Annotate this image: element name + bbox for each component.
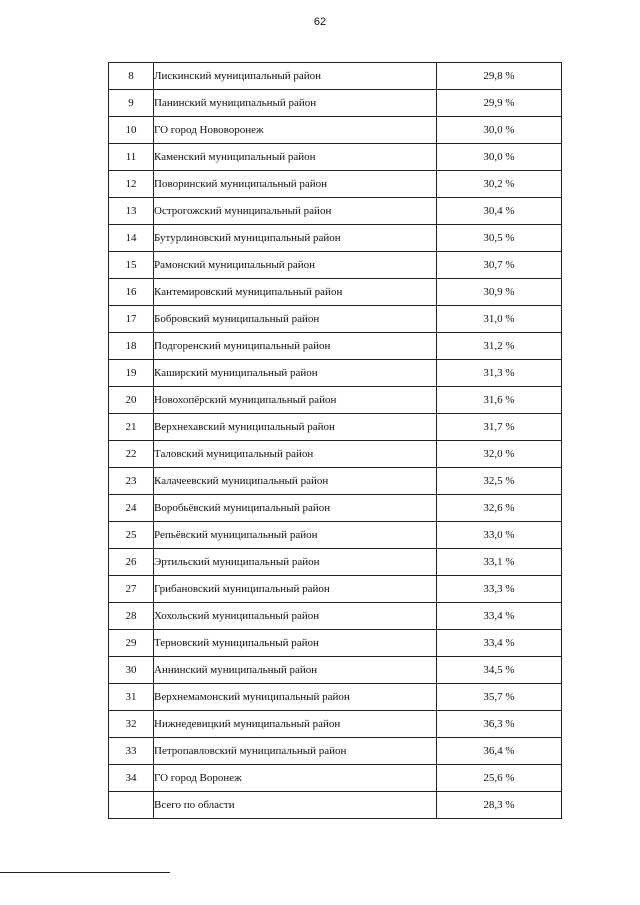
footnote-separator	[0, 872, 170, 873]
table-row	[109, 522, 562, 549]
table-row	[109, 468, 562, 495]
percent-value-cell: 33,3 %	[437, 576, 562, 603]
table-row	[109, 144, 562, 171]
row-number-cell: 28	[109, 603, 154, 630]
percent-value-cell: 33,0 %	[437, 522, 562, 549]
region-name-cell: Калачеевский муниципальный район	[154, 468, 437, 495]
region-name-cell: Подгоренский муниципальный район	[154, 333, 437, 360]
region-name-cell: Каширский муниципальный район	[154, 360, 437, 387]
percent-value-cell: 32,6 %	[437, 495, 562, 522]
table-row	[109, 63, 562, 90]
percent-value-cell: 32,5 %	[437, 468, 562, 495]
table-row	[109, 171, 562, 198]
region-name-cell: Новохопёрский муниципальный район	[154, 387, 437, 414]
percent-value-cell: 31,7 %	[437, 414, 562, 441]
table-row	[109, 198, 562, 225]
row-number-cell: 15	[109, 252, 154, 279]
region-name-cell: Бутурлиновский муниципальный район	[154, 225, 437, 252]
row-number-cell: 13	[109, 198, 154, 225]
total-row	[109, 792, 562, 819]
region-name-cell: Таловский муниципальный район	[154, 441, 437, 468]
table-row	[109, 684, 562, 711]
row-number-cell: 25	[109, 522, 154, 549]
row-number-cell: 21	[109, 414, 154, 441]
percent-value-cell: 30,2 %	[437, 171, 562, 198]
table-row	[109, 630, 562, 657]
percent-value-cell: 28,3 %	[437, 792, 562, 819]
row-number-cell: 11	[109, 144, 154, 171]
row-number-cell: 23	[109, 468, 154, 495]
percent-value-cell: 30,7 %	[437, 252, 562, 279]
region-name-cell: Нижнедевицкий муниципальный район	[154, 711, 437, 738]
percent-value-cell: 31,0 %	[437, 306, 562, 333]
table-row	[109, 333, 562, 360]
percent-value-cell: 31,6 %	[437, 387, 562, 414]
row-number-cell: 17	[109, 306, 154, 333]
row-number-cell: 16	[109, 279, 154, 306]
row-number-cell	[109, 792, 154, 819]
percent-value-cell: 29,8 %	[437, 63, 562, 90]
table-row	[109, 441, 562, 468]
row-number-cell: 31	[109, 684, 154, 711]
row-number-cell: 32	[109, 711, 154, 738]
percent-value-cell: 31,3 %	[437, 360, 562, 387]
row-number-cell: 26	[109, 549, 154, 576]
percent-value-cell: 35,7 %	[437, 684, 562, 711]
row-number-cell: 9	[109, 90, 154, 117]
regions-table	[108, 62, 562, 819]
page-number: 62	[313, 16, 327, 28]
region-name-cell: Каменский муниципальный район	[154, 144, 437, 171]
row-number-cell: 27	[109, 576, 154, 603]
table-row	[109, 306, 562, 333]
percent-value-cell: 31,2 %	[437, 333, 562, 360]
percent-value-cell: 30,9 %	[437, 279, 562, 306]
row-number-cell: 29	[109, 630, 154, 657]
percent-value-cell: 25,6 %	[437, 765, 562, 792]
region-name-cell: Острогожский муниципальный район	[154, 198, 437, 225]
regions-table-body	[109, 63, 562, 819]
table-row	[109, 414, 562, 441]
region-name-cell: Рамонский муниципальный район	[154, 252, 437, 279]
row-number-cell: 8	[109, 63, 154, 90]
percent-value-cell: 36,3 %	[437, 711, 562, 738]
region-name-cell: Бобровский муниципальный район	[154, 306, 437, 333]
row-number-cell: 34	[109, 765, 154, 792]
row-number-cell: 12	[109, 171, 154, 198]
row-number-cell: 14	[109, 225, 154, 252]
table-row	[109, 765, 562, 792]
percent-value-cell: 30,0 %	[437, 144, 562, 171]
table-row	[109, 117, 562, 144]
percent-value-cell: 33,4 %	[437, 603, 562, 630]
table-row	[109, 90, 562, 117]
table-row	[109, 657, 562, 684]
region-name-cell: Лискинский муниципальный район	[154, 63, 437, 90]
table-row	[109, 387, 562, 414]
percent-value-cell: 32,0 %	[437, 441, 562, 468]
table-row	[109, 711, 562, 738]
region-name-cell: Грибановский муниципальный район	[154, 576, 437, 603]
table-row	[109, 495, 562, 522]
region-name-cell: Аннинский муниципальный район	[154, 657, 437, 684]
row-number-cell: 24	[109, 495, 154, 522]
percent-value-cell: 33,4 %	[437, 630, 562, 657]
region-name-cell: Репьёвский муниципальный район	[154, 522, 437, 549]
region-name-cell: Верхнемамонский муниципальный район	[154, 684, 437, 711]
region-name-cell: Всего по области	[154, 792, 437, 819]
region-name-cell: Хохольский муниципальный район	[154, 603, 437, 630]
region-name-cell: Эртильский муниципальный район	[154, 549, 437, 576]
region-name-cell: Терновский муниципальный район	[154, 630, 437, 657]
row-number-cell: 10	[109, 117, 154, 144]
row-number-cell: 33	[109, 738, 154, 765]
percent-value-cell: 36,4 %	[437, 738, 562, 765]
row-number-cell: 20	[109, 387, 154, 414]
region-name-cell: Панинский муниципальный район	[154, 90, 437, 117]
percent-value-cell: 33,1 %	[437, 549, 562, 576]
row-number-cell: 22	[109, 441, 154, 468]
table-row	[109, 549, 562, 576]
region-name-cell: ГО город Воронеж	[154, 765, 437, 792]
table-row	[109, 279, 562, 306]
table-row	[109, 225, 562, 252]
percent-value-cell: 30,5 %	[437, 225, 562, 252]
percent-value-cell: 34,5 %	[437, 657, 562, 684]
region-name-cell: Петропавловский муниципальный район	[154, 738, 437, 765]
region-name-cell: ГО город Нововоронеж	[154, 117, 437, 144]
table-row	[109, 576, 562, 603]
table-row	[109, 252, 562, 279]
region-name-cell: Верхнехавский муниципальный район	[154, 414, 437, 441]
table-row	[109, 360, 562, 387]
percent-value-cell: 29,9 %	[437, 90, 562, 117]
percent-value-cell: 30,0 %	[437, 117, 562, 144]
table-row	[109, 738, 562, 765]
row-number-cell: 30	[109, 657, 154, 684]
region-name-cell: Поворинский муниципальный район	[154, 171, 437, 198]
row-number-cell: 18	[109, 333, 154, 360]
table-row	[109, 603, 562, 630]
percent-value-cell: 30,4 %	[437, 198, 562, 225]
region-name-cell: Воробьёвский муниципальный район	[154, 495, 437, 522]
region-name-cell: Кантемировский муниципальный район	[154, 279, 437, 306]
row-number-cell: 19	[109, 360, 154, 387]
